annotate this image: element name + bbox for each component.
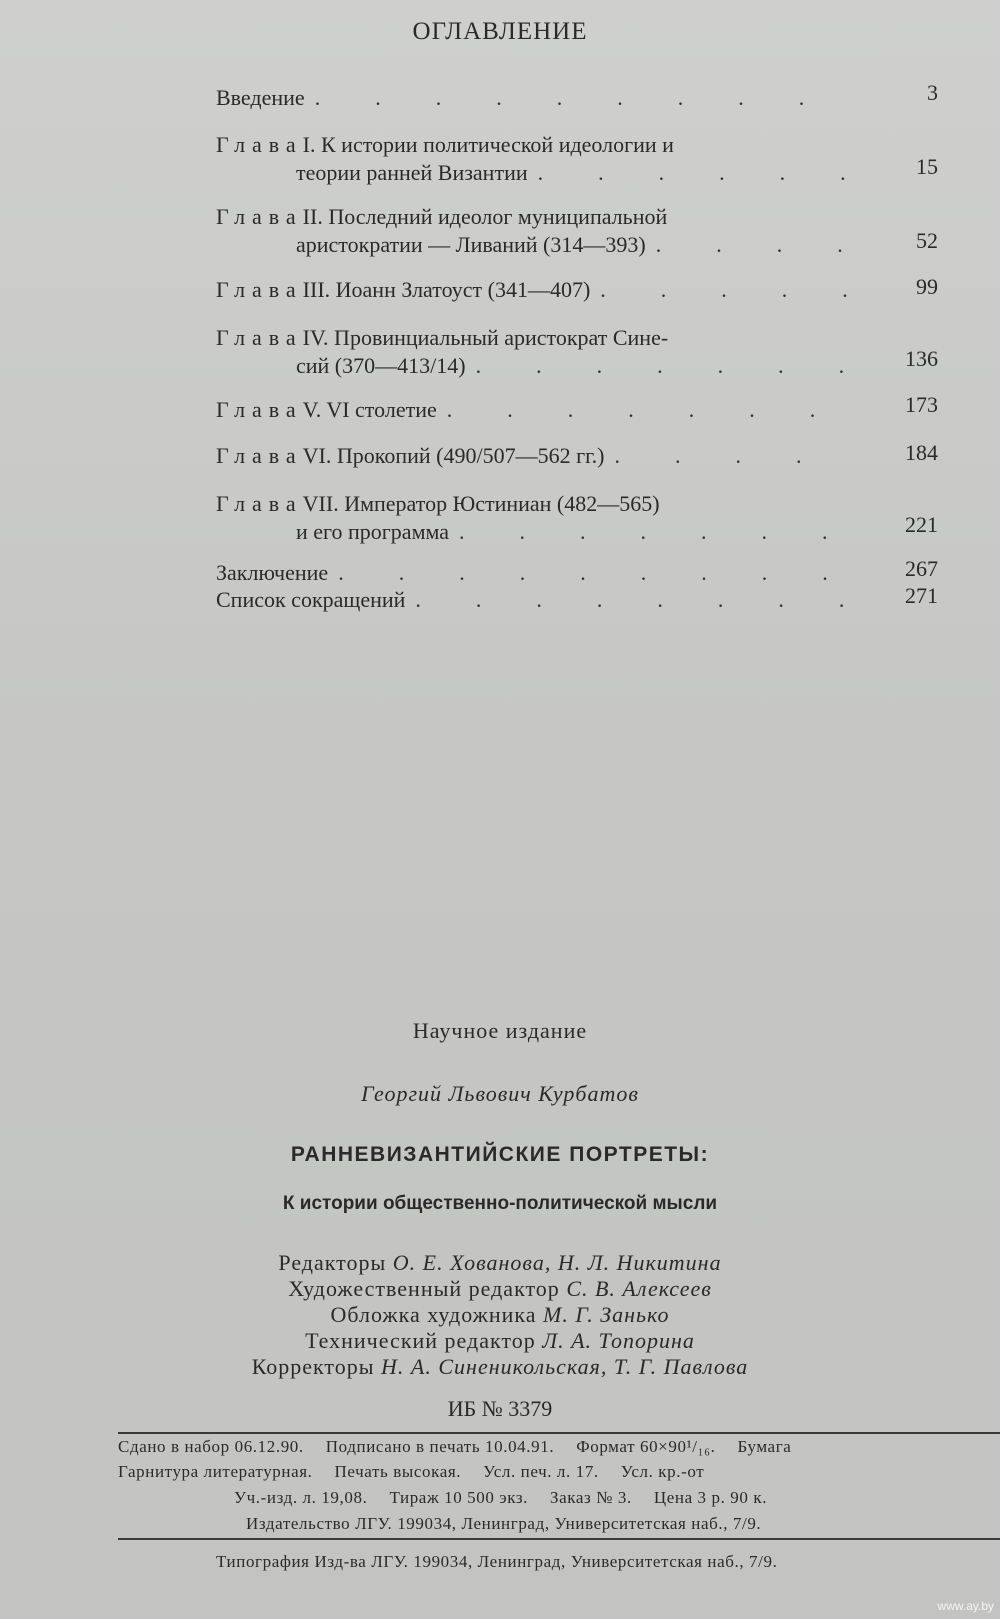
credit-names: С. В. Алексеев xyxy=(566,1276,712,1301)
toc-page-number: 136 xyxy=(905,346,938,371)
toc-entry-text: II. Последний идеолог муниципальной xyxy=(302,204,668,229)
toc-entry-text: VI. Прокопий (490/507—562 гг.) xyxy=(302,443,605,468)
toc-chapter-word: Глава xyxy=(216,443,303,468)
colophon-field: Гарнитура литературная. xyxy=(118,1462,313,1481)
book-subtitle: К истории общественно-политической мысли xyxy=(282,1193,718,1214)
colophon-field: Формат 60×90¹/₁₆. xyxy=(576,1437,716,1456)
credit-role: Редакторы xyxy=(278,1250,387,1275)
toc-entry-text: V. VI столетие xyxy=(302,397,437,422)
toc-chapter-word: Глава xyxy=(216,132,303,157)
credit-role: Корректоры xyxy=(251,1354,375,1379)
credit-role: Художественный редактор xyxy=(288,1276,560,1301)
toc-page-number: 3 xyxy=(927,80,938,105)
colophon-field: Усл. печ. л. 17. xyxy=(483,1462,599,1481)
toc-page-number: 15 xyxy=(916,154,938,179)
toc-chapter-word: Глава xyxy=(216,491,303,516)
colophon-row xyxy=(118,1462,1000,1482)
toc-chapter-word: Глава xyxy=(216,397,303,422)
toc-chapter-word: Глава xyxy=(216,277,303,302)
toc-chapter-word: Глава xyxy=(216,325,303,350)
credit-role: Технический редактор xyxy=(305,1328,536,1353)
toc-entry-text-cont: сий (370—413/14) xyxy=(296,353,466,378)
credit-names: О. Е. Хованова, Н. Л. Никитина xyxy=(392,1250,722,1275)
credit-names: Н. А. Синеникольская, Т. Г. Павлова xyxy=(381,1354,749,1379)
toc-entry-text: VII. Император Юстиниан (482—565) xyxy=(302,491,660,516)
toc-entry-text: IV. Провинциальный аристократ Сине- xyxy=(302,325,669,350)
credit-line xyxy=(0,1354,1000,1380)
toc-entry-text: Введение xyxy=(216,85,305,110)
author-name: Георгий Львович Курбатов xyxy=(361,1081,639,1106)
toc-entry xyxy=(216,203,856,259)
toc-entry-text-cont: и его программа xyxy=(296,519,450,544)
credit-line xyxy=(0,1250,1000,1276)
credit-names: М. Г. Занько xyxy=(543,1302,670,1327)
toc-entry xyxy=(216,84,856,112)
site-watermark: www.ay.by xyxy=(937,1599,994,1613)
toc-entry-text: Заключение xyxy=(216,560,329,585)
colophon-field: Тираж 10 500 экз. xyxy=(389,1488,529,1507)
toc-title: ОГЛАВЛЕНИЕ xyxy=(412,18,588,45)
toc-entry xyxy=(216,396,856,424)
credit-line xyxy=(0,1276,1000,1302)
colophon-field: Подписано в печать 10.04.91. xyxy=(325,1437,555,1456)
toc-page-number: 267 xyxy=(905,556,938,581)
toc-page-number: 52 xyxy=(916,228,938,253)
publisher-address: Издательство ЛГУ. 199034, Ленинград, Университетская наб., 7/9. xyxy=(246,1514,762,1533)
divider-rule xyxy=(118,1432,1000,1434)
printer-line xyxy=(216,1552,1000,1572)
colophon-field: Сдано в набор 06.12.90. xyxy=(118,1437,304,1456)
colophon-field: Цена 3 р. 90 к. xyxy=(653,1488,768,1507)
toc-entry-text: Список сокращений xyxy=(216,587,406,612)
toc-entry xyxy=(216,490,856,546)
book-title: РАННЕВИЗАНТИЙСКИЕ ПОРТРЕТЫ: xyxy=(290,1143,710,1166)
toc-entry xyxy=(216,442,856,470)
printer-address: Типография Изд-ва ЛГУ. 199034, Ленинград, Университетская наб., 7/9. xyxy=(216,1552,778,1571)
divider-rule xyxy=(118,1538,1000,1540)
toc-entry-text-cont: теории ранней Византии xyxy=(296,160,528,185)
toc-entry xyxy=(216,276,856,304)
credit-names: Л. А. Топорина xyxy=(542,1328,695,1353)
colophon-field: Усл. кр.-от xyxy=(620,1462,705,1481)
edition-type-label: Научное издание xyxy=(412,1018,588,1043)
colophon-field: Заказ № 3. xyxy=(550,1488,632,1507)
credit-line xyxy=(0,1302,1000,1328)
toc-entry xyxy=(216,131,856,187)
toc-page-number: 173 xyxy=(905,392,938,417)
toc-chapter-word: Глава xyxy=(216,204,303,229)
colophon-field: Печать высокая. xyxy=(334,1462,462,1481)
credit-role: Обложка художника xyxy=(330,1302,537,1327)
toc-page-number: 184 xyxy=(905,440,938,465)
toc-entry xyxy=(216,586,856,614)
colophon-row xyxy=(118,1437,1000,1457)
toc-page-number: 221 xyxy=(905,512,938,537)
credit-line xyxy=(0,1328,1000,1354)
toc-entry xyxy=(216,559,856,587)
toc-page-number: 99 xyxy=(916,274,938,299)
colophon-field: Уч.-изд. л. 19,08. xyxy=(234,1488,368,1507)
toc-entry-text: I. К истории политической идеологии и xyxy=(302,132,674,157)
toc-entry-text-cont: аристократии — Ливаний (314—393) xyxy=(296,232,646,257)
toc-entry-text: III. Иоанн Златоуст (341—407) xyxy=(302,277,591,302)
ib-number: ИБ № 3379 xyxy=(447,1396,553,1421)
colophon-row xyxy=(246,1514,1000,1534)
colophon-row xyxy=(234,1488,1000,1508)
toc-page-number: 271 xyxy=(905,583,938,608)
colophon-field: Бумага xyxy=(737,1437,792,1456)
toc-entry xyxy=(216,324,856,380)
